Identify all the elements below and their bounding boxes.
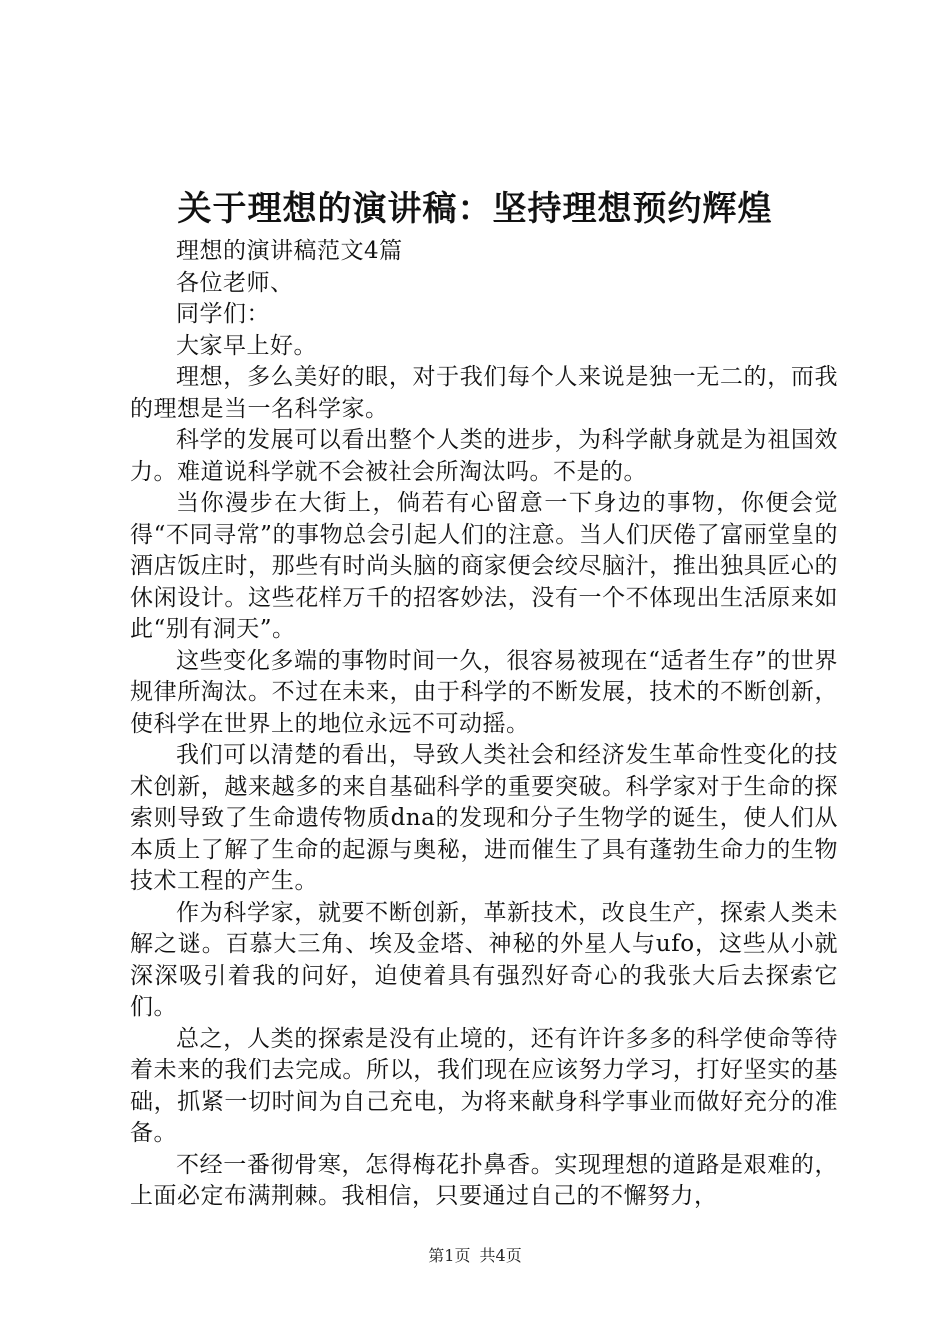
page-number: 第1页	[428, 1246, 471, 1265]
page-total: 共4页	[479, 1246, 522, 1265]
paragraph: 我们可以清楚的看出，导致人类社会和经济发生革命性变化的技术创新，越来越多的来自基础科学的重要突破。科学家对于生命的探索则导致了生命遗传物质dna的发现和分子生物学的诞生，使人们从本质上了解了生命的起源与奥秘，进而催生了具有蓬勃生命力的生物技术工程的产生。	[130, 742, 838, 894]
paragraph: 作为科学家，就要不断创新，革新技术，改良生产，探索人类未解之谜。百慕大三角、埃及金塔、神秘的外星人与ufo，这些从小就深深吸引着我的问好，迫使着具有强烈好奇心的我张大后去探索它们。	[130, 899, 838, 1020]
document-body	[130, 236, 838, 1213]
paragraph: 理想，多么美好的眼，对于我们每个人来说是独一无二的，而我的理想是当一名科学家。	[130, 364, 838, 422]
salutation-line-1: 各位老师、	[176, 269, 294, 296]
paragraph: 科学的发展可以看出整个人类的进步，为科学献身就是为祖国效力。难道说科学就不会被社会所淘汰吗。不是的。	[130, 427, 838, 485]
document-title: 关于理想的演讲稿：坚持理想预约辉煌	[177, 189, 773, 229]
paragraph: 这些变化多端的事物时间一久，很容易被现在“适者生存”的世界规律所淘汰。不过在未来，由于科学的不断发展，技术的不断创新，使科学在世界上的地位永远不可动摇。	[130, 647, 838, 737]
salutation-line-2: 同学们：	[176, 301, 270, 327]
paragraph: 当你漫步在大街上，倘若有心留意一下身边的事物，你便会觉得“不同寻常”的事物总会引起人们的注意。当人们厌倦了富丽堂皇的酒店饭庄时，那些有时尚头脑的商家便会绞尽脑汁，推出独具匠心的休闲设计。这些花样万千的招客妙法，没有一个不体现出生活原来如此“别有洞天”。	[130, 490, 838, 642]
subtitle-line: 理想的演讲稿范文4篇	[176, 238, 403, 264]
paragraph: 总之，人类的探索是没有止境的，还有许许多多的科学使命等待着未来的我们去完成。所以，我们现在应该努力学习，打好坚实的基础，抓紧一切时间为自己充电，为将来献身科学事业而做好充分的准备。	[130, 1025, 838, 1146]
page-footer	[0, 1245, 950, 1267]
greeting-line: 大家早上好。	[176, 332, 317, 359]
paragraph: 不经一番彻骨寒，怎得梅花扑鼻香。实现理想的道路是艰难的，上面必定布满荆棘。我相信，只要通过自己的不懈努力，	[130, 1151, 838, 1209]
